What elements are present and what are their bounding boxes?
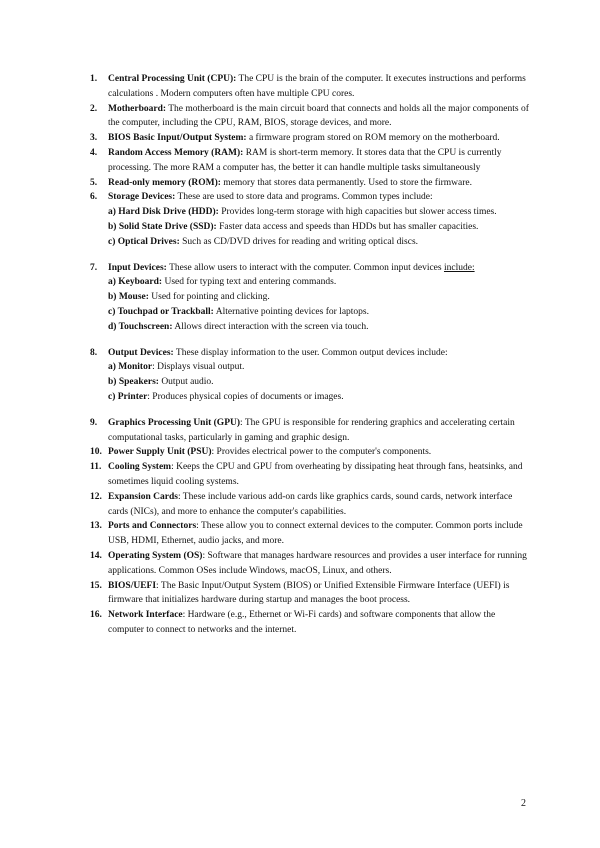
- sub-item-touchscreen: [108, 320, 530, 335]
- item-text: : These include various add-on cards like graphics cards, sound cards, network interface cards (NICs), and more to enhance the computer's capabilities.: [108, 491, 513, 517]
- item-number: 1.: [90, 74, 98, 84]
- sub-item-text: Allows direct interaction with the screen via touch.: [172, 321, 369, 332]
- item-number: 14.: [90, 550, 102, 561]
- sub-item-optical: [108, 235, 530, 250]
- list-item-rom: [90, 176, 530, 191]
- sub-item-text: Used for pointing and clicking.: [148, 292, 270, 303]
- sub-item-text: Used for typing text and entering commands.: [162, 277, 337, 288]
- item-text: : Software that manages hardware resources and provides a user interface for running applications. Common OSes include Windows, macOS, Linux, and others.: [108, 550, 527, 576]
- sub-item-text: Such as CD/DVD drives for reading and writing optical discs.: [179, 236, 419, 247]
- sub-item-hdd: [108, 205, 530, 220]
- item-title: Operating System (OS): [108, 550, 203, 561]
- item-number: 9.: [90, 417, 98, 428]
- sub-item-speakers: [108, 375, 530, 390]
- sub-item-text: Alternative pointing devices for laptops.: [213, 306, 369, 317]
- item-text: These are used to store data and programs. Common types include:: [175, 192, 433, 203]
- sub-item-mouse: [108, 290, 530, 305]
- item-title: Random Access Memory (RAM):: [108, 147, 244, 158]
- item-text: The motherboard is the main circuit board that connects and holds all the major components of the computer, including the CPU, RAM, BIOS, storage devices, and more.: [108, 103, 529, 129]
- list-item-ram: [90, 146, 530, 176]
- item-text: These allow users to interact with the computer. Common input devices: [166, 262, 444, 273]
- item-text: These display information to the user. Common output devices include:: [173, 347, 448, 358]
- item-title: Ports and Connectors: [108, 521, 197, 532]
- list-item-cooling: [90, 460, 530, 490]
- sub-item-label: c) Touchpad or Trackball:: [108, 306, 214, 317]
- sub-item-text: : Produces physical copies of documents or images.: [147, 391, 344, 402]
- item-text: : The GPU is responsible for rendering graphics and accelerating certain computational tasks, particularly in gaming and graphic design.: [108, 417, 515, 443]
- item-number: 15.: [90, 580, 102, 591]
- item-text: : Keeps the CPU and GPU from overheating by dissipating heat through fans, heatsinks, and sometimes liquid cooling systems.: [108, 462, 523, 487]
- sub-item-touchpad: [108, 305, 530, 320]
- list-item-bios-uefi: [90, 579, 530, 609]
- list-item-expansion-cards: [90, 490, 530, 520]
- item-title: BIOS Basic Input/Output System:: [108, 133, 247, 144]
- item-text: RAM is short-term memory. It stores data that the CPU is currently processing. The more RAM a computer has, the better it can handle multiple tasks simultaneously: [108, 147, 502, 173]
- sub-item-text: Output audio.: [158, 377, 214, 388]
- sub-item-label: a) Keyboard:: [108, 277, 163, 288]
- sub-item-text: Provides long-term storage with high capacities but slower access times.: [218, 207, 497, 218]
- document-body: [90, 72, 530, 638]
- list-item-motherboard: [90, 102, 530, 132]
- sub-item-text: : Displays visual output.: [152, 362, 245, 373]
- item-title: Input Devices:: [108, 262, 167, 273]
- sub-item-printer: [108, 390, 530, 405]
- item-title: Storage Devices:: [108, 192, 176, 203]
- item-title: Central Processing Unit (CPU):: [108, 74, 237, 84]
- item-number: 13.: [90, 521, 102, 532]
- list-item-gpu: [90, 416, 530, 446]
- item-number: 11.: [90, 462, 102, 473]
- sub-item-keyboard: [108, 275, 530, 290]
- item-number: 16.: [90, 610, 102, 621]
- item-number: 12.: [90, 491, 102, 502]
- item-text: The CPU is the brain of the computer. It executes instructions and performs calculations . Modern computers often have multiple CPU cores.: [108, 74, 526, 99]
- list-item-psu: [90, 445, 530, 460]
- sub-item-label: b) Solid State Drive (SSD):: [108, 221, 217, 232]
- sub-item-ssd: [108, 220, 530, 235]
- list-item-input-devices: [90, 261, 530, 335]
- item-title: Read-only memory (ROM):: [108, 177, 221, 188]
- list-item-ports: [90, 519, 530, 549]
- sub-item-label: b) Speakers:: [108, 377, 159, 388]
- sub-item-text: Faster data access and speeds than HDDs but has smaller capacities.: [216, 221, 479, 232]
- list-item-os: [90, 549, 530, 579]
- list-item-network-interface: [90, 608, 530, 638]
- item-title: Network Interface: [108, 610, 183, 621]
- page-number: 2: [521, 798, 526, 809]
- item-text: : Hardware (e.g., Ethernet or Wi-Fi cards) and software components that allow the computer to connect to networks and the internet.: [108, 610, 496, 635]
- item-text: : The Basic Input/Output System (BIOS) or Unified Extensible Firmware Interface (UEFI) is firmware that initializes hardware during startup and manages the boot process.: [108, 580, 510, 606]
- item-number: 2.: [90, 103, 98, 114]
- item-title: Output Devices:: [108, 347, 174, 358]
- sub-item-label: a) Hard Disk Drive (HDD):: [108, 207, 219, 218]
- item-number: 6.: [90, 192, 98, 203]
- item-title: Expansion Cards: [108, 491, 178, 502]
- sub-item-monitor: [108, 360, 530, 375]
- sub-item-label: b) Mouse:: [108, 292, 149, 303]
- item-text: : Provides electrical power to the computer's components.: [211, 447, 432, 458]
- sub-item-label: c) Optical Drives:: [108, 236, 180, 247]
- item-number: 3.: [90, 133, 98, 144]
- list-item-storage: [90, 190, 530, 249]
- sub-item-label: c) Printer: [108, 391, 148, 402]
- item-title: Motherboard:: [108, 103, 167, 114]
- item-number: 8.: [90, 347, 98, 358]
- item-text: memory that stores data permanently. Used to store the firmware.: [220, 177, 472, 188]
- item-number: 4.: [90, 147, 98, 158]
- item-title: Cooling System: [108, 462, 172, 473]
- sub-item-label: a) Monitor: [108, 362, 153, 373]
- item-number: 10.: [90, 447, 102, 458]
- item-number: 5.: [90, 177, 98, 188]
- list-item-bios: [90, 131, 530, 146]
- item-title: Graphics Processing Unit (GPU): [108, 417, 241, 428]
- item-title: BIOS/UEFI: [108, 580, 157, 591]
- list-item-output-devices: [90, 346, 530, 405]
- item-number: 7.: [90, 262, 98, 273]
- sub-item-label: d) Touchscreen:: [108, 321, 173, 332]
- list-item-cpu: [90, 72, 530, 102]
- item-text: a firmware program stored on ROM memory on the motherboard.: [246, 133, 500, 144]
- item-text: : These allow you to connect external devices to the computer. Common ports include USB, HDMI, Ethernet, audio jacks, and more.: [108, 521, 523, 547]
- item-text-underlined: include:: [443, 262, 475, 273]
- item-title: Power Supply Unit (PSU): [108, 447, 212, 458]
